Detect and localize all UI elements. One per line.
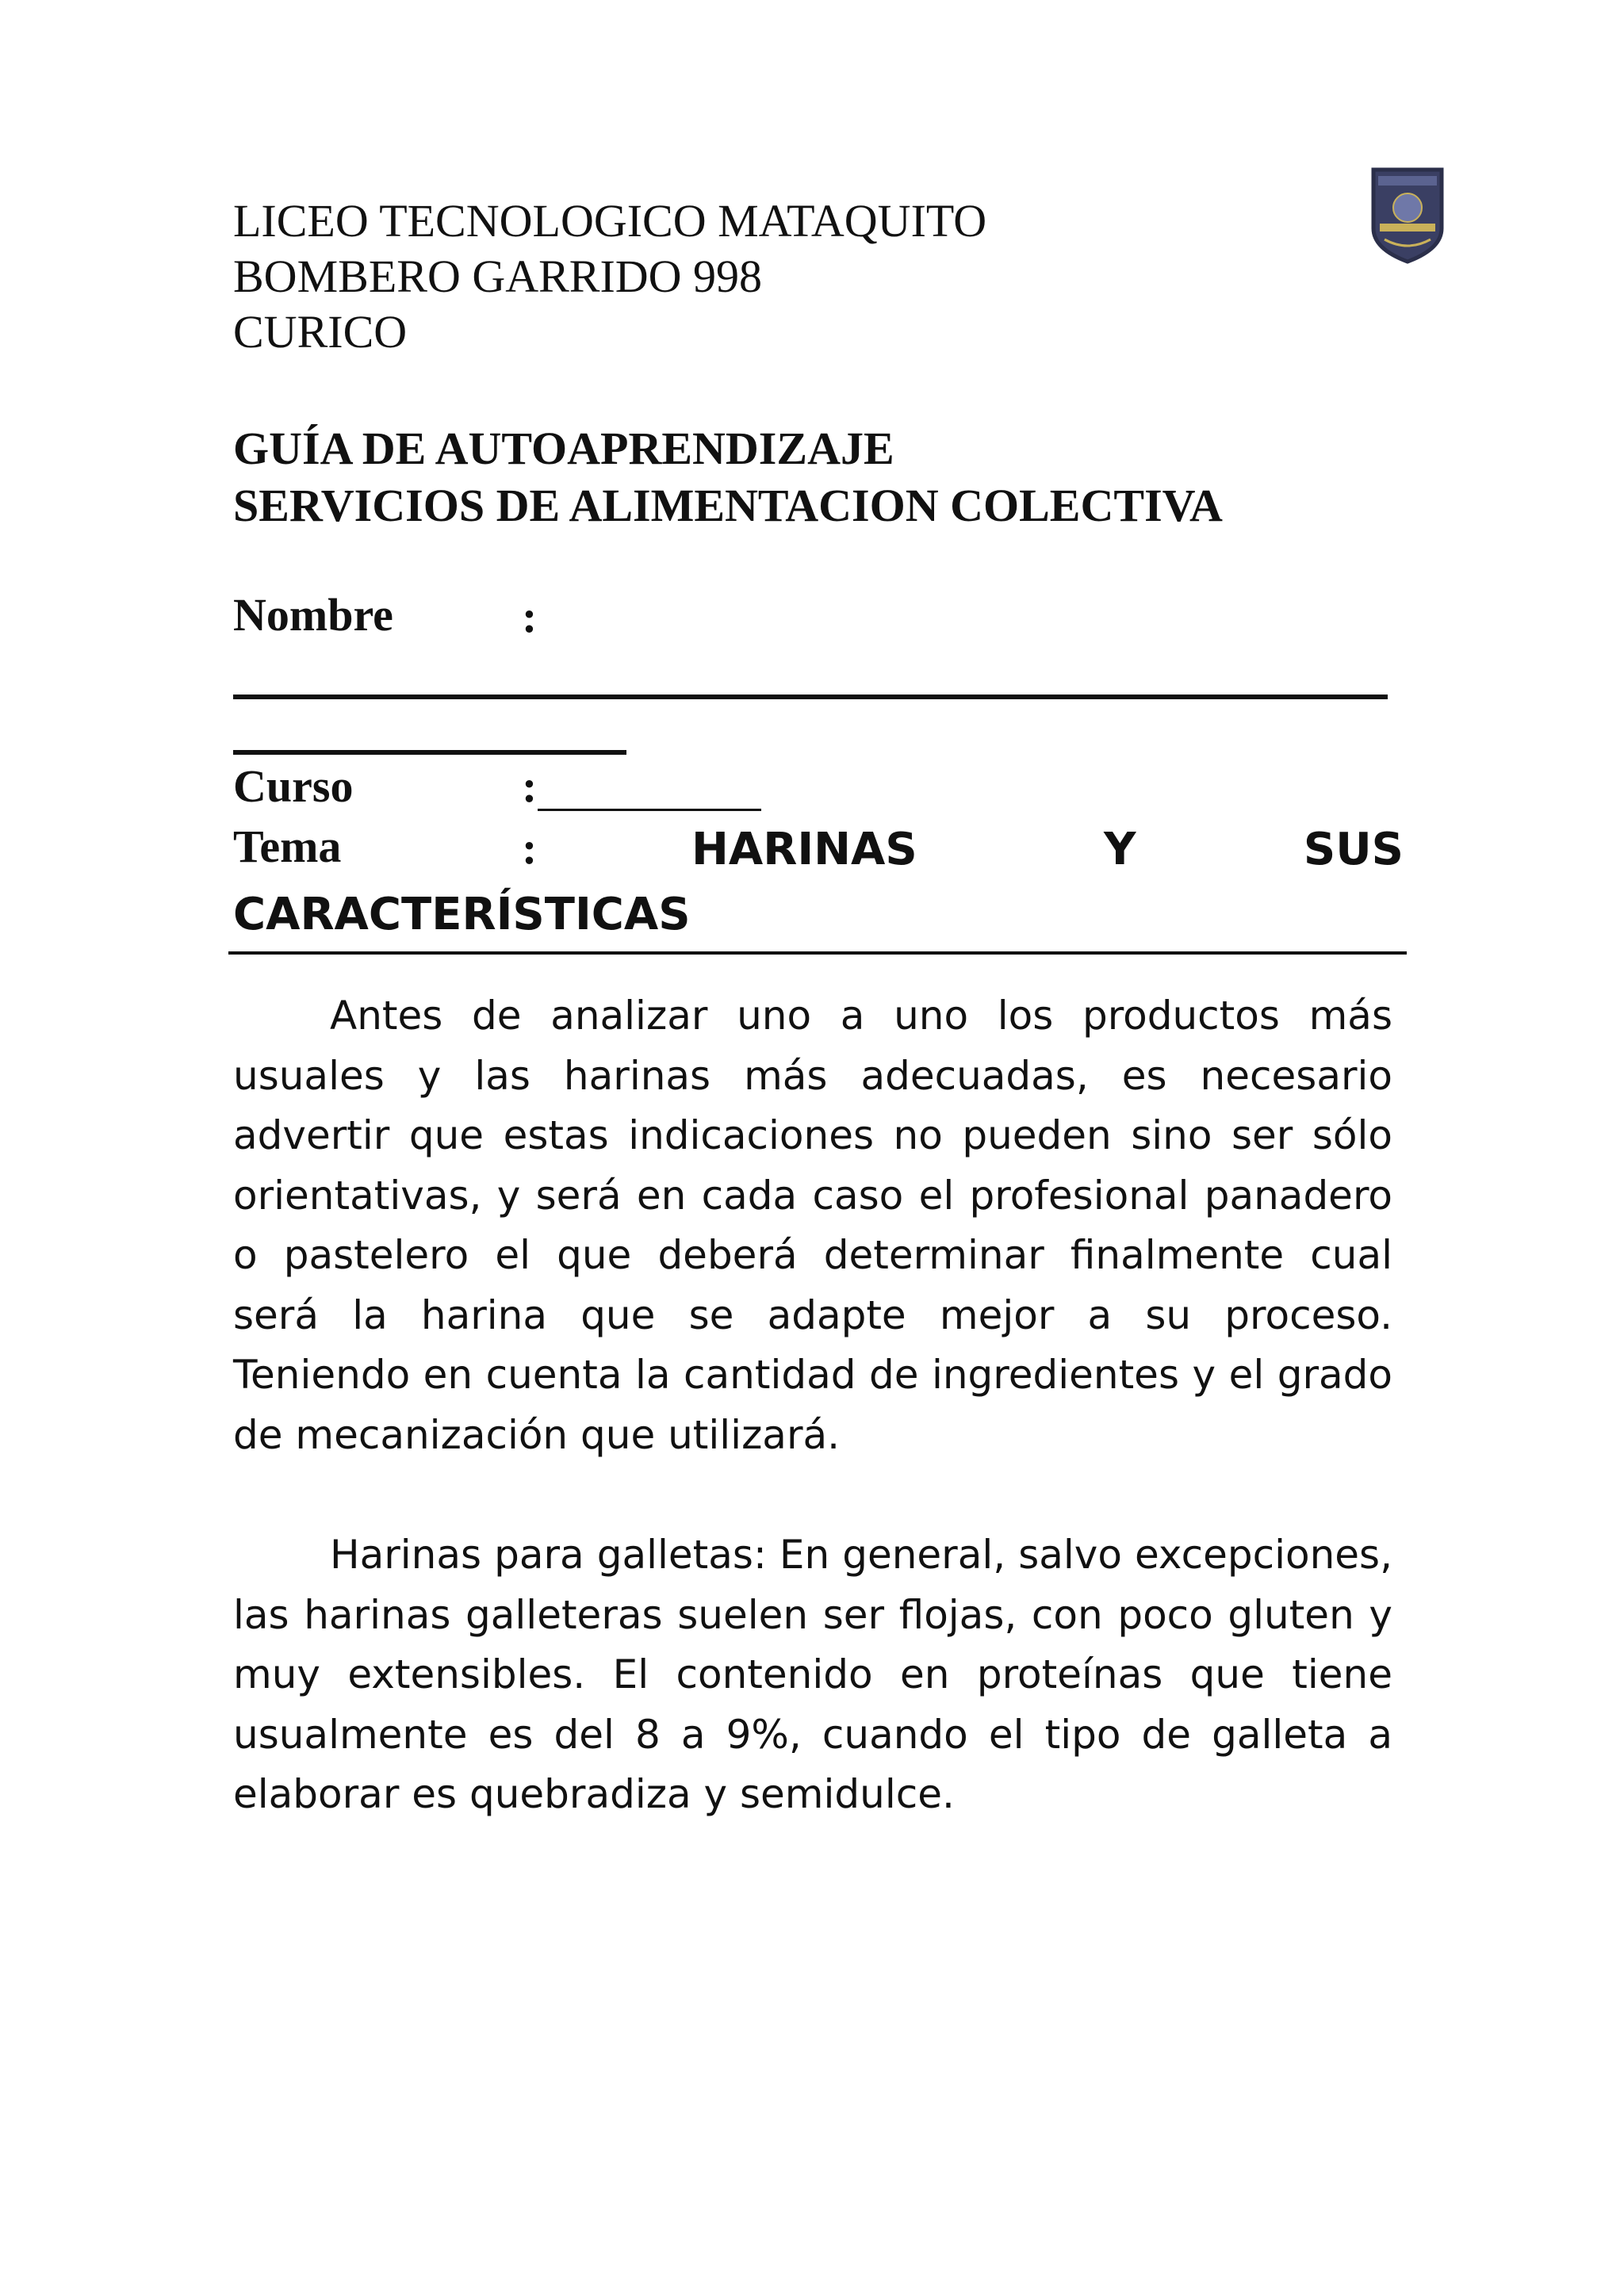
curso-label: Curso — [233, 760, 354, 812]
body-paragraph-1: Antes de analizar uno a uno los productos más usuales y las harinas más adecuadas, es necesario advertir que estas indicaciones no pueden sino ser sólo orientativas, y será en cada caso el profesional panadero o pastelero el que deberá determinar finalmente cual será la harina que se adapte mejor a su proceso. Teniendo en cuenta la cantidad de ingredientes y el grado de mecanización que utilizará. — [233, 993, 1392, 1458]
tema-label: Tema — [233, 821, 342, 872]
tema-colon: : — [522, 822, 538, 874]
section-divider — [228, 951, 1407, 955]
tema-title-row — [233, 821, 1404, 878]
school-city: CURICO — [233, 306, 408, 358]
tema-title-line2: CARACTERÍSTICAS — [233, 889, 691, 940]
curso-colon: : — [522, 760, 538, 812]
nombre-underline — [233, 695, 1388, 699]
school-crest-icon — [1369, 166, 1446, 265]
nombre-underline-continued — [233, 750, 626, 755]
school-name: LICEO TECNOLOGICO MATAQUITO — [233, 195, 987, 247]
school-address: BOMBERO GARRIDO 998 — [233, 251, 763, 302]
nombre-label: Nombre — [233, 589, 393, 641]
guide-title: GUÍA DE AUTOAPRENDIZAJE — [233, 423, 894, 474]
tema-word-3: SUS — [1303, 824, 1404, 875]
curso-underline — [538, 809, 761, 811]
tema-word-2: Y — [1104, 824, 1136, 875]
nombre-colon: : — [522, 591, 538, 642]
guide-subtitle: SERVICIOS DE ALIMENTACION COLECTIVA — [233, 480, 1223, 531]
tema-word-1: HARINAS — [691, 824, 917, 875]
body-paragraph-2: Harinas para galletas: En general, salvo excepciones, las harinas galleteras suelen ser flojas, con poco gluten y muy extensibles. El contenido en proteínas que tiene usualmente es del 8 a 9%, cuando el tipo de galleta a elaborar es quebradiza y semidulce. — [233, 1532, 1392, 1817]
